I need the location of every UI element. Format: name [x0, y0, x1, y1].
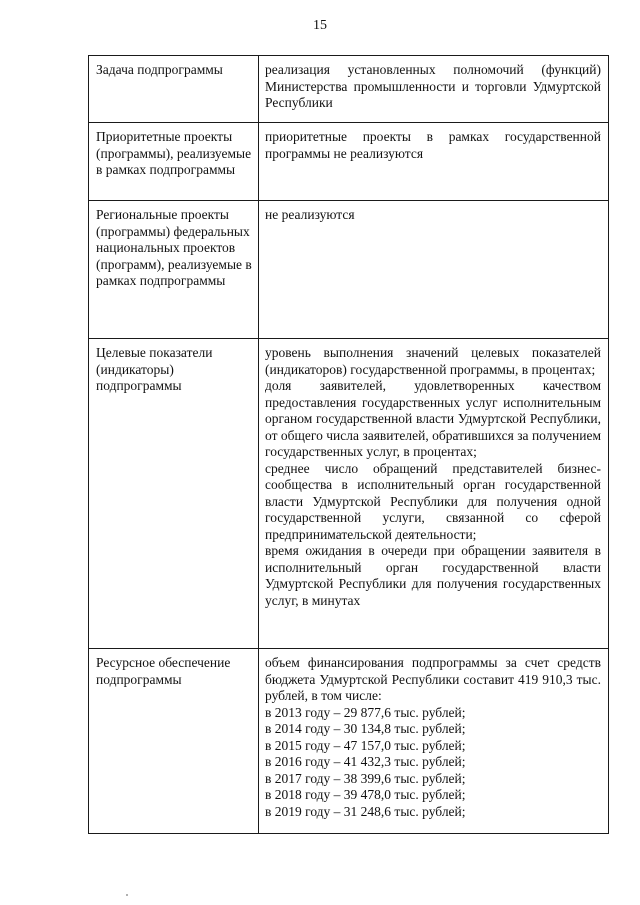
- indicator-paragraph: уровень выполнения значений целевых показателей (индикаторов) государственной программы, в процентах;: [265, 345, 601, 377]
- funding-year-line: в 2013 году – 29 877,6 тыс. рублей;: [265, 704, 466, 720]
- indicator-paragraph: среднее число обращений представителей бизнес-сообщества в исполнительный орган государственной власти Удмуртской Республики для получения одной государственной услуги, связанной со сферой предпринимательской деятельности;: [265, 460, 601, 542]
- row-label-target-indicators: Целевые показатели (индикаторы) подпрограммы: [89, 339, 259, 649]
- row-value-task: [259, 56, 609, 123]
- row-label-priority-projects: Приоритетные проекты (программы), реализуемые в рамках подпрограммы: [89, 123, 259, 201]
- table-row-priority-projects: [89, 123, 609, 201]
- regional-projects-text: не реализуются: [265, 207, 355, 222]
- subprogram-passport-table: [88, 55, 609, 834]
- row-value-regional-projects: [259, 201, 609, 339]
- funding-year-line: в 2015 году – 47 157,0 тыс. рублей;: [265, 737, 466, 753]
- indicator-paragraph: время ожидания в очереди при обращении заявителя в исполнительный орган государственной власти Удмуртской Республики для получения государственных услуг, в минутах: [265, 543, 601, 608]
- row-value-resource-provision: [259, 649, 609, 834]
- row-value-priority-projects: [259, 123, 609, 201]
- table-row-regional-projects: [89, 201, 609, 339]
- row-label-task: Задача подпрограммы: [89, 56, 259, 123]
- funding-year-line: в 2017 году – 38 399,6 тыс. рублей;: [265, 770, 466, 786]
- scan-speck: [126, 894, 128, 896]
- funding-intro: объем финансирования подпрограммы за счет средств бюджета Удмуртской Республики составит 419 910,3 тыс. рублей, в том числе:: [265, 655, 601, 703]
- table-row-target-indicators: [89, 339, 609, 649]
- row-label-resource-provision: Ресурсное обеспечение подпрограммы: [89, 649, 259, 834]
- funding-year-line: в 2019 году – 31 248,6 тыс. рублей;: [265, 803, 466, 819]
- page-number: 15: [313, 18, 327, 33]
- table-row-resource-provision: [89, 649, 609, 834]
- task-text: реализация установленных полномочий (функций) Министерства промышленности и торговли Удмуртской Республики: [265, 62, 601, 110]
- priority-projects-text: приоритетные проекты в рамках государственной программы не реализуются: [265, 129, 601, 161]
- funding-year-line: в 2016 году – 41 432,3 тыс. рублей;: [265, 754, 466, 769]
- indicator-paragraph: доля заявителей, удовлетворенных качеством предоставления государственных услуг исполнительным органом государственной власти Удмуртской Республики, от общего числа заявителей, обратившихся за получением государственных услуг, в процентах;: [265, 378, 601, 459]
- table-row-task: [89, 56, 609, 123]
- row-value-target-indicators: [259, 339, 609, 649]
- funding-year-line: в 2014 году – 30 134,8 тыс. рублей;: [265, 721, 466, 736]
- funding-year-line: в 2018 году – 39 478,0 тыс. рублей;: [265, 787, 466, 802]
- row-label-regional-projects: Региональные проекты (программы) федеральных национальных проектов (программ), реализуемые в рамках подпрограммы: [89, 201, 259, 339]
